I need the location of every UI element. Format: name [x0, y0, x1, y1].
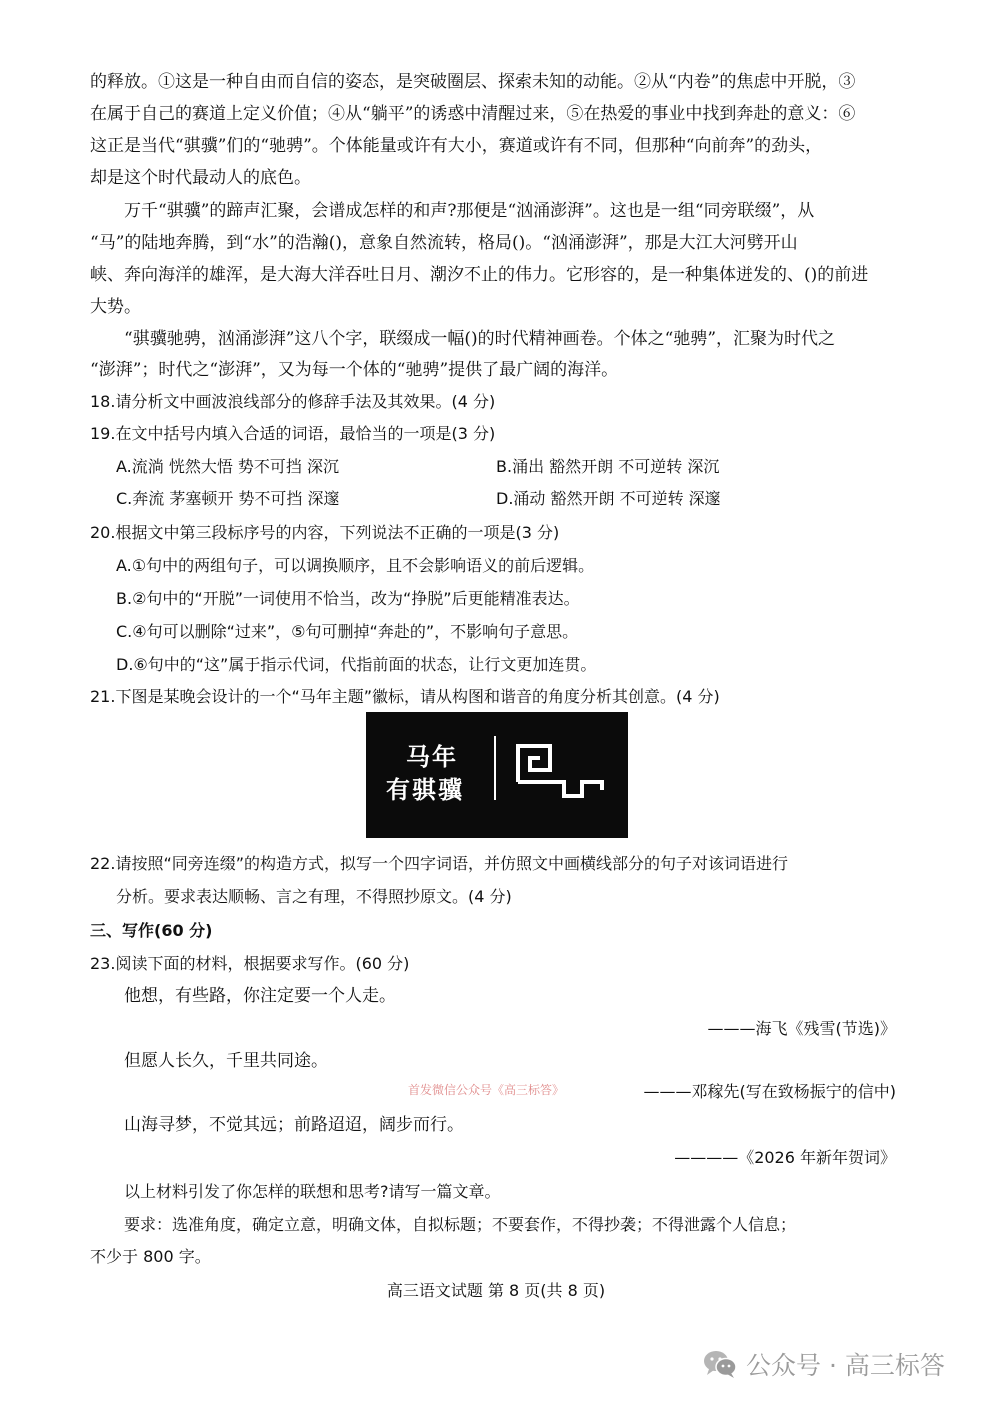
question-22: 22.请按照“同旁连缀”的构造方式，拟写一个四字词语，并仿照文中画横线部分的句子对该词语进行: [90, 854, 789, 873]
question-22-cont: 分析。要求表达顺畅、言之有理，不得照抄原文。(4 分): [116, 887, 512, 906]
passage-line: “澎湃”；时代之“澎湃”，又为每一个体的“驰骋”提供了最广阔的海洋。: [90, 360, 619, 380]
option-20-b: B.②句中的“开脱”一词使用不恰当，改为“挣脱”后更能精准表达。: [116, 589, 580, 608]
question-21: 21.下图是某晚会设计的一个“马年主题”徽标，请从构图和谐音的角度分析其创意。(4 分): [90, 687, 720, 706]
material-3-source: ————《2026 年新年贺词》: [674, 1148, 896, 1167]
option-19-b: B.涌出 豁然开朗 不可逆转 深沉: [496, 457, 720, 476]
passage-line: 的释放。①这是一种自由而自信的姿态，是突破圈层、探索未知的动能。②从“内卷”的焦虑中开脱，③: [90, 72, 856, 92]
writing-requirements-cont: 不少于 800 字。: [90, 1247, 211, 1266]
passage-line: 大势。: [90, 297, 141, 317]
question-18: 18.请分析文中画波浪线部分的修辞手法及其效果。(4 分): [90, 392, 496, 411]
page-footer: 高三语文试题 第 8 页(共 8 页): [386, 1281, 606, 1300]
writing-prompt: 以上材料引发了你怎样的联想和思考?请写一篇文章。: [124, 1182, 501, 1201]
wechat-icon: [702, 1348, 738, 1380]
section-writing: 三、写作(60 分): [90, 921, 213, 940]
question-19: 19.在文中括号内填入合适的词语，最恰当的一项是(3 分): [90, 424, 496, 443]
writing-requirements: 要求：选准角度，确定立意，明确文体，自拟标题；不要套作，不得抄袭；不得泄露个人信息；: [124, 1215, 797, 1234]
passage-line: “马”的陆地奔腾，到“水”的浩瀚()，意象自然流转，格局()。“汹涌澎湃”，那是大江大河劈开山: [90, 233, 798, 253]
passage-line: 在属于自己的赛道上定义价值；④从“躺平”的诱惑中清醒过来，⑤在热爱的事业中找到奔赴的意义：⑥: [90, 104, 856, 124]
option-20-c: C.④句可以删除“过来”，⑤句可删掉“奔赴的”，不影响句子意思。: [116, 622, 579, 641]
wechat-label: 公众号 · 高三标答: [746, 1351, 945, 1380]
watermark: 首发微信公众号《高三标答》: [408, 1083, 565, 1097]
wechat-badge: [702, 1346, 945, 1382]
horse-pattern-icon: [512, 742, 608, 800]
logo-line-2: 有骐骥: [386, 776, 464, 804]
material-2: 但愿人长久，千里共同途。: [124, 1051, 328, 1071]
material-2-source: ———邓稼先(写在致杨振宁的信中): [643, 1082, 896, 1101]
option-20-a: A.①句中的两组句子，可以调换顺序，且不会影响语义的前后逻辑。: [116, 556, 595, 575]
option-19-c: C.奔流 茅塞顿开 势不可挡 深邃: [116, 489, 340, 508]
passage-line: “骐骥驰骋，汹涌澎湃”这八个字，联缀成一幅()的时代精神画卷。个体之“驰骋”，汇聚为时代之: [124, 329, 836, 349]
logo-divider: [494, 736, 496, 800]
option-20-d: D.⑥句中的“这”属于指示代词，代指前面的状态，让行文更加连贯。: [116, 655, 597, 674]
option-19-d: D.涌动 豁然开朗 不可逆转 深邃: [496, 489, 721, 508]
question-20: 20.根据文中第三段标序号的内容，下列说法不正确的一项是(3 分): [90, 523, 560, 542]
material-3: 山海寻梦，不觉其远；前路迢迢，阔步而行。: [124, 1115, 464, 1135]
material-1-source: ———海飞《残雪(节选)》: [707, 1019, 896, 1038]
passage-line: 峡、奔向海洋的雄浑，是大海大洋吞吐日月、潮汐不止的伟力。它形容的，是一种集体迸发的、()的前进: [90, 265, 869, 285]
question-23: 23.阅读下面的材料，根据要求写作。(60 分): [90, 954, 410, 973]
option-19-a: A.流淌 恍然大悟 势不可挡 深沉: [116, 457, 340, 476]
passage-line: 万千“骐骥”的蹄声汇聚，会谱成怎样的和声?那便是“汹涌澎湃”。这也是一组“同旁联缀”，从: [124, 201, 815, 221]
passage-line: 这正是当代“骐骥”们的“驰骋”。个体能量或许有大小，赛道或许有不同，但那种“向前奔”的劲头，: [90, 136, 823, 156]
logo-line-1: 马年: [406, 743, 458, 771]
material-1: 他想，有些路，你注定要一个人走。: [124, 986, 396, 1006]
passage-line: 却是这个时代最动人的底色。: [90, 168, 311, 188]
